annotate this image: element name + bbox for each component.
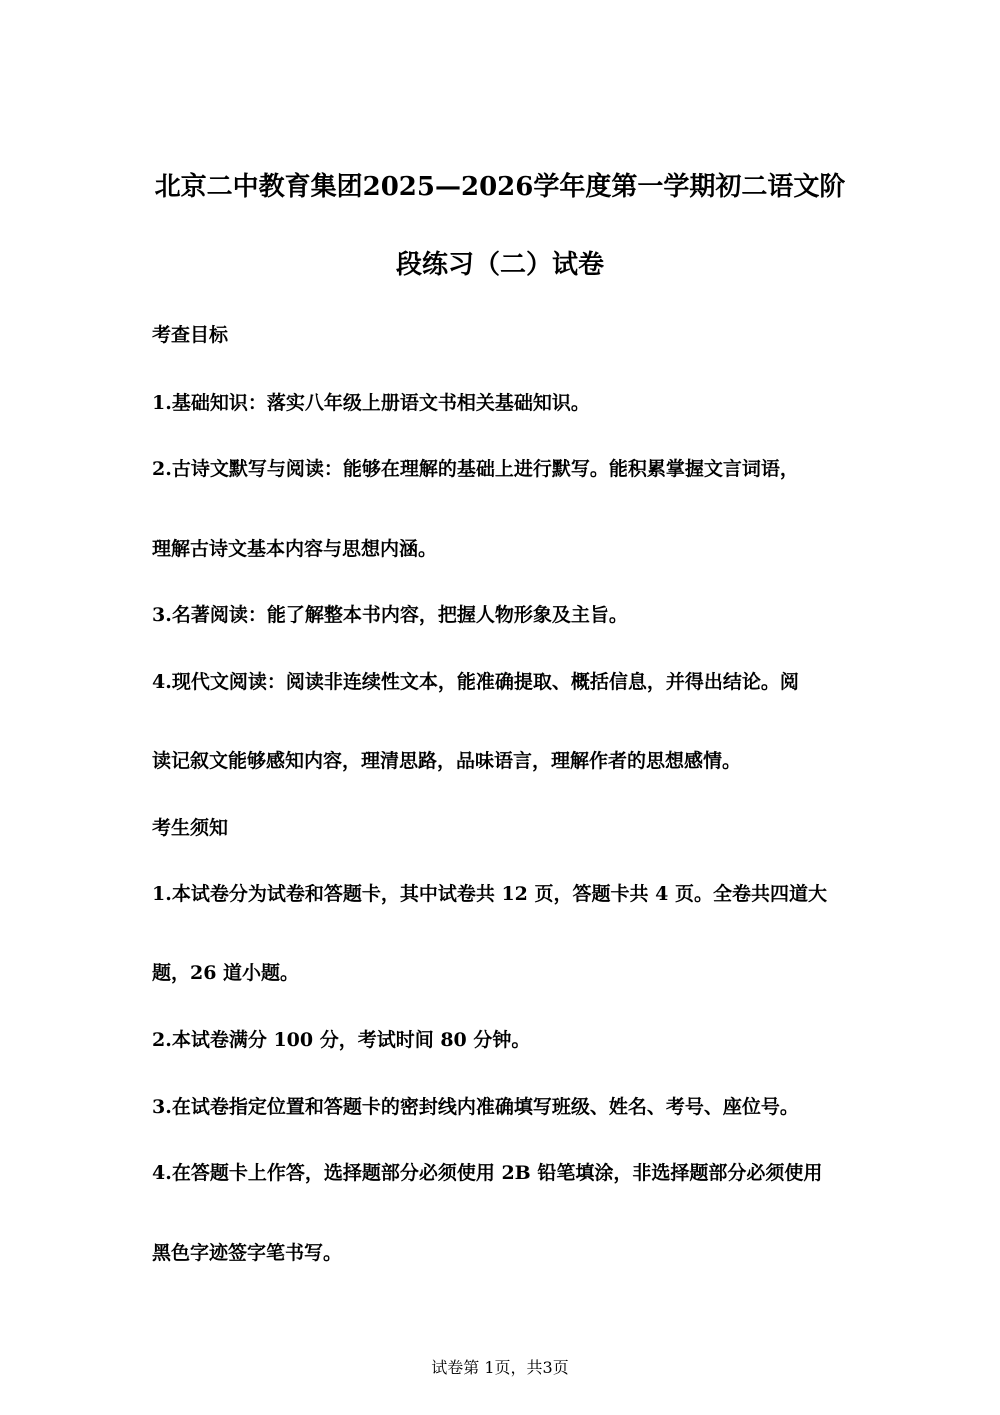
instruction-item-2: 2.本试卷满分 100 分，考试时间 80 分钟。 xyxy=(152,1029,531,1051)
objectives-heading: 考查目标 xyxy=(152,324,229,346)
instruction-item-4-line-2: 黑色字迹签字笔书写。 xyxy=(152,1242,343,1264)
document-title-line-2: 段练习（二）试卷 xyxy=(395,250,604,280)
instruction-item-4-line-1: 4.在答题卡上作答，选择题部分必须使用 2B 铅笔填涂，非选择题部分必须使用 xyxy=(152,1162,823,1184)
document-title-line-1: 北京二中教育集团2025—2026学年度第一学期初二语文阶 xyxy=(154,172,846,202)
objective-item-2-line-2: 理解古诗文基本内容与思想内涵。 xyxy=(152,538,438,560)
page-footer: 试卷第 1页，共3页 xyxy=(431,1358,569,1377)
instructions-heading: 考生须知 xyxy=(152,817,229,839)
objective-item-2-line-1: 2.古诗文默写与阅读：能够在理解的基础上进行默写。能积累掌握文言词语， xyxy=(152,458,799,480)
objective-item-1: 1.基础知识：落实八年级上册语文书相关基础知识。 xyxy=(152,392,590,414)
instruction-item-3: 3.在试卷指定位置和答题卡的密封线内准确填写班级、姓名、考号、座位号。 xyxy=(152,1096,799,1118)
instruction-item-1-line-2: 题，26 道小题。 xyxy=(152,962,300,984)
instruction-item-1-line-1: 1.本试卷分为试卷和答题卡，其中试卷共 12 页，答题卡共 4 页。全卷共四道大 xyxy=(152,883,827,905)
objective-item-3: 3.名著阅读：能了解整本书内容，把握人物形象及主旨。 xyxy=(152,604,628,626)
objective-item-4-line-1: 4.现代文阅读：阅读非连续性文本，能准确提取、概括信息，并得出结论。阅 xyxy=(152,671,799,693)
objective-item-4-line-2: 读记叙文能够感知内容，理清思路，品味语言，理解作者的思想感情。 xyxy=(152,750,742,772)
